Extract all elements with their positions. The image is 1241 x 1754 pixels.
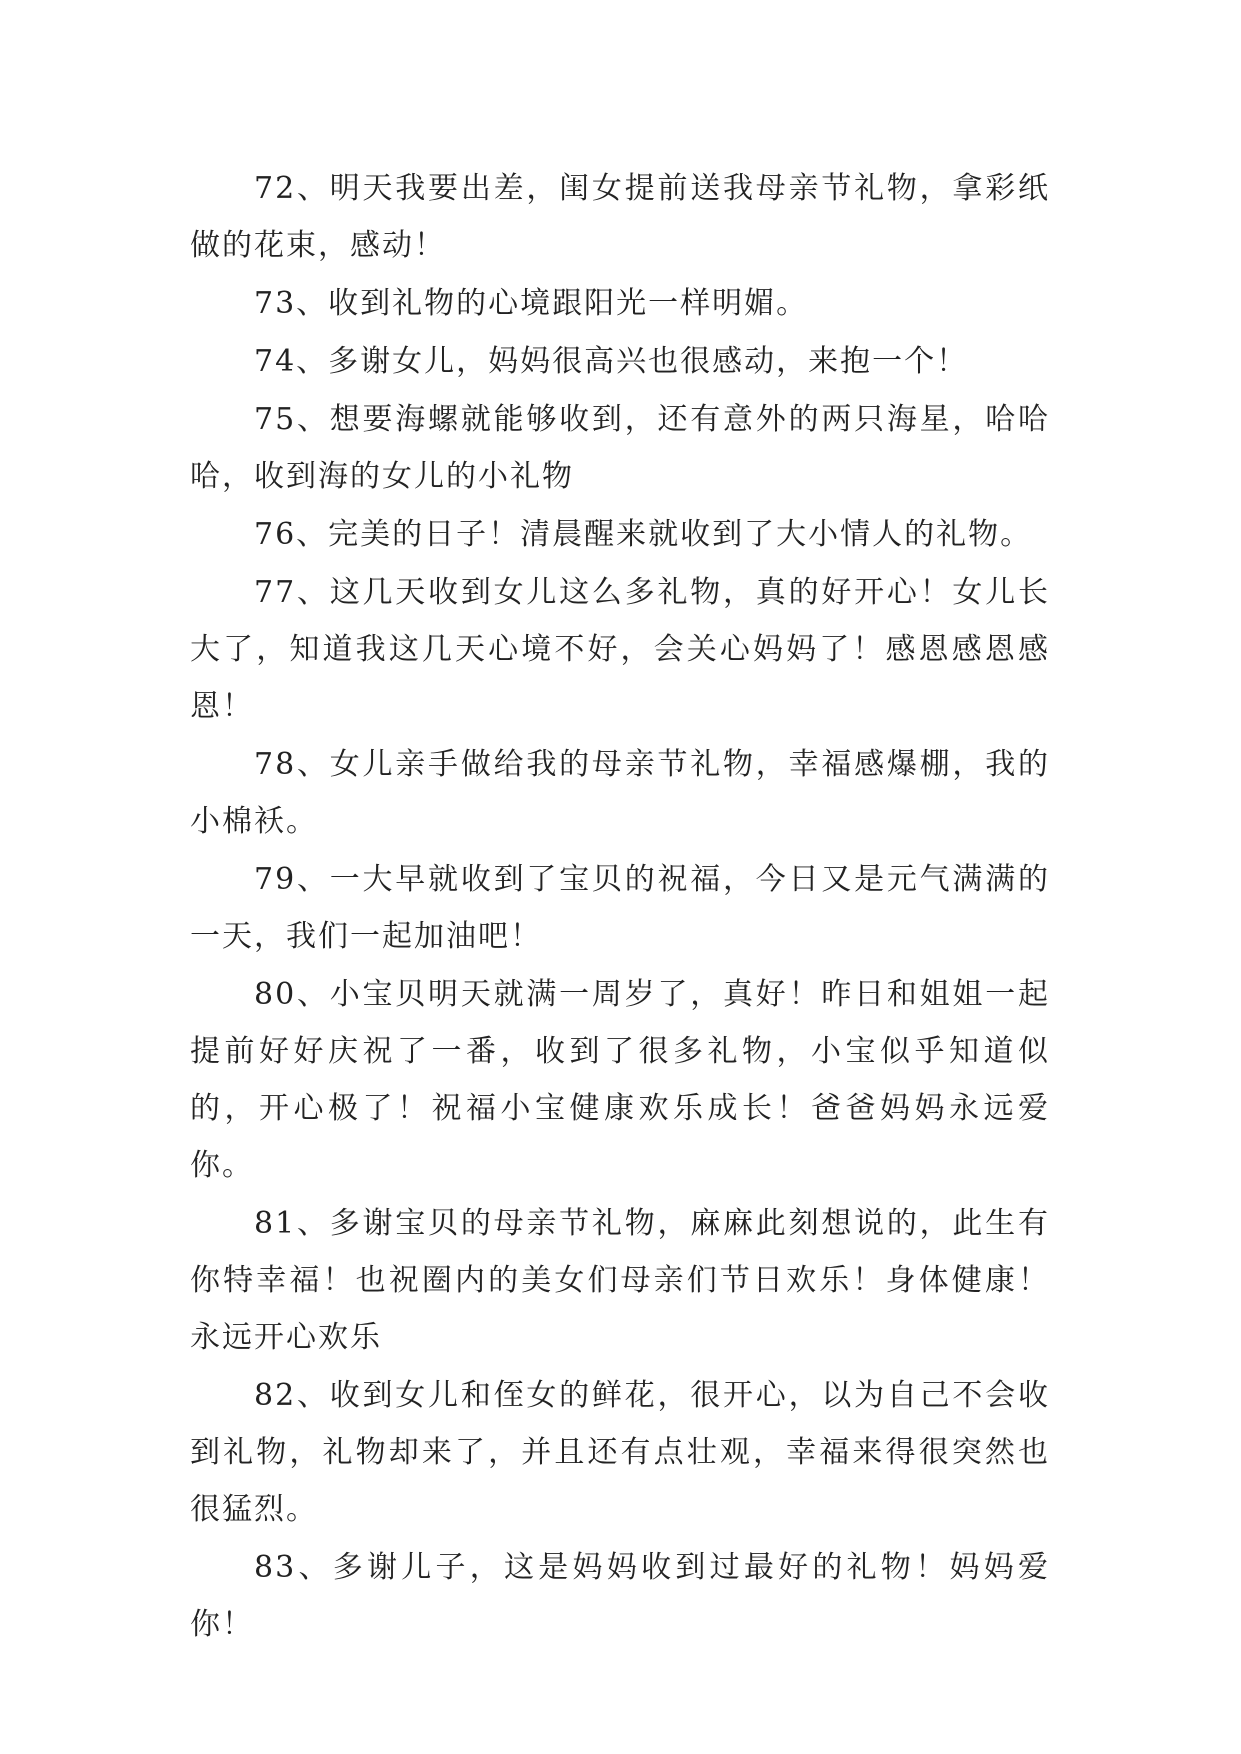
paragraph-78: 78、女儿亲手做给我的母亲节礼物，幸福感爆棚，我的小棉袄。 <box>190 747 1050 839</box>
paragraph-79: 79、一大早就收到了宝贝的祝福，今日又是元气满满的一天，我们一起加油吧！ <box>190 862 1050 954</box>
paragraph-76: 76、完美的日子！清晨醒来就收到了大小情人的礼物。 <box>254 517 1033 552</box>
document-body <box>190 160 1050 1654</box>
paragraph-75: 75、想要海螺就能够收到，还有意外的两只海星，哈哈哈，收到海的女儿的小礼物 <box>190 402 1050 494</box>
paragraph-74: 74、多谢女儿，妈妈很高兴也很感动，来抱一个！ <box>254 344 969 379</box>
paragraph-72: 72、明天我要出差，闺女提前送我母亲节礼物，拿彩纸做的花束，感动！ <box>190 171 1050 263</box>
paragraph-80: 80、小宝贝明天就满一周岁了，真好！昨日和姐姐一起提前好好庆祝了一番，收到了很多礼物，小宝似乎知道似的，开心极了！祝福小宝健康欢乐成长！爸爸妈妈永远爱你。 <box>190 977 1050 1183</box>
paragraph-81: 81、多谢宝贝的母亲节礼物，麻麻此刻想说的，此生有你特幸福！也祝圈内的美女们母亲们节日欢乐！身体健康！永远开心欢乐 <box>190 1206 1050 1355</box>
paragraph-83: 83、多谢儿子，这是妈妈收到过最好的礼物！妈妈爱你！ <box>190 1550 1050 1642</box>
paragraph-77: 77、这几天收到女儿这么多礼物，真的好开心！女儿长大了，知道我这几天心境不好，会关心妈妈了！感恩感恩感恩！ <box>190 575 1050 724</box>
paragraph-73: 73、收到礼物的心境跟阳光一样明媚。 <box>254 286 809 321</box>
paragraph-82: 82、收到女儿和侄女的鲜花，很开心，以为自己不会收到礼物，礼物却来了，并且还有点壮观，幸福来得很突然也很猛烈。 <box>190 1378 1050 1527</box>
